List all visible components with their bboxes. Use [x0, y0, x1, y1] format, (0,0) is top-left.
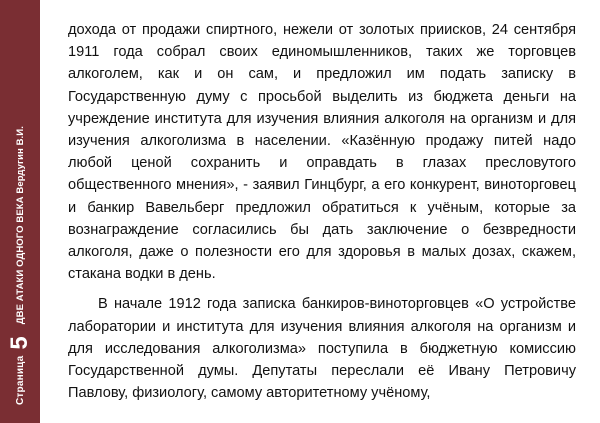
book-title: ДВЕ АТАКИ ОДНОГО ВЕКА Вердугин В.И.	[14, 126, 26, 325]
sidebar-text-strip	[0, 0, 40, 423]
body-text	[68, 19, 576, 404]
page-label: Страница	[14, 355, 26, 405]
sidebar	[0, 0, 40, 423]
paragraph-continuation: дохода от продажи спиртного, нежели от золотых приисков, 24 сентября 1911 года собрал своих единомышленников, таких же торговцев алкоголем, как и он сам, и предложил им подать записку в Государственную думу с просьбой выделить из бюджета деньги на учреждение института для изучения влияния алкоголя на организм и для изучения алкоголизма в населении. «Казённую продажу питей надо любой ценой сохранить и оправдать в глазах пресловутого общественного мнения», - заявил Гинцбург, а его конкурент, виноторговец и банкир Вавельберг предложил обратиться к учёным, которые за вознаграждение согласились бы дать заключение о безвредности алкоголя, даже о полезности его для здоровья в малых дозах, скажем, стакана водки в день.	[68, 22, 576, 283]
page-number: 5	[6, 336, 33, 350]
paragraph: В начале 1912 года записка банкиров-виноторговцев «О устройстве лаборатории и института для изучения влияния алкоголя на организм и для исследования алкоголизма» поступила в бюджетную комиссию Государственной думы. Депутаты переслали её Ивану Петровичу Павлову, физиологу, самому авторитетному учёному,	[68, 296, 576, 402]
